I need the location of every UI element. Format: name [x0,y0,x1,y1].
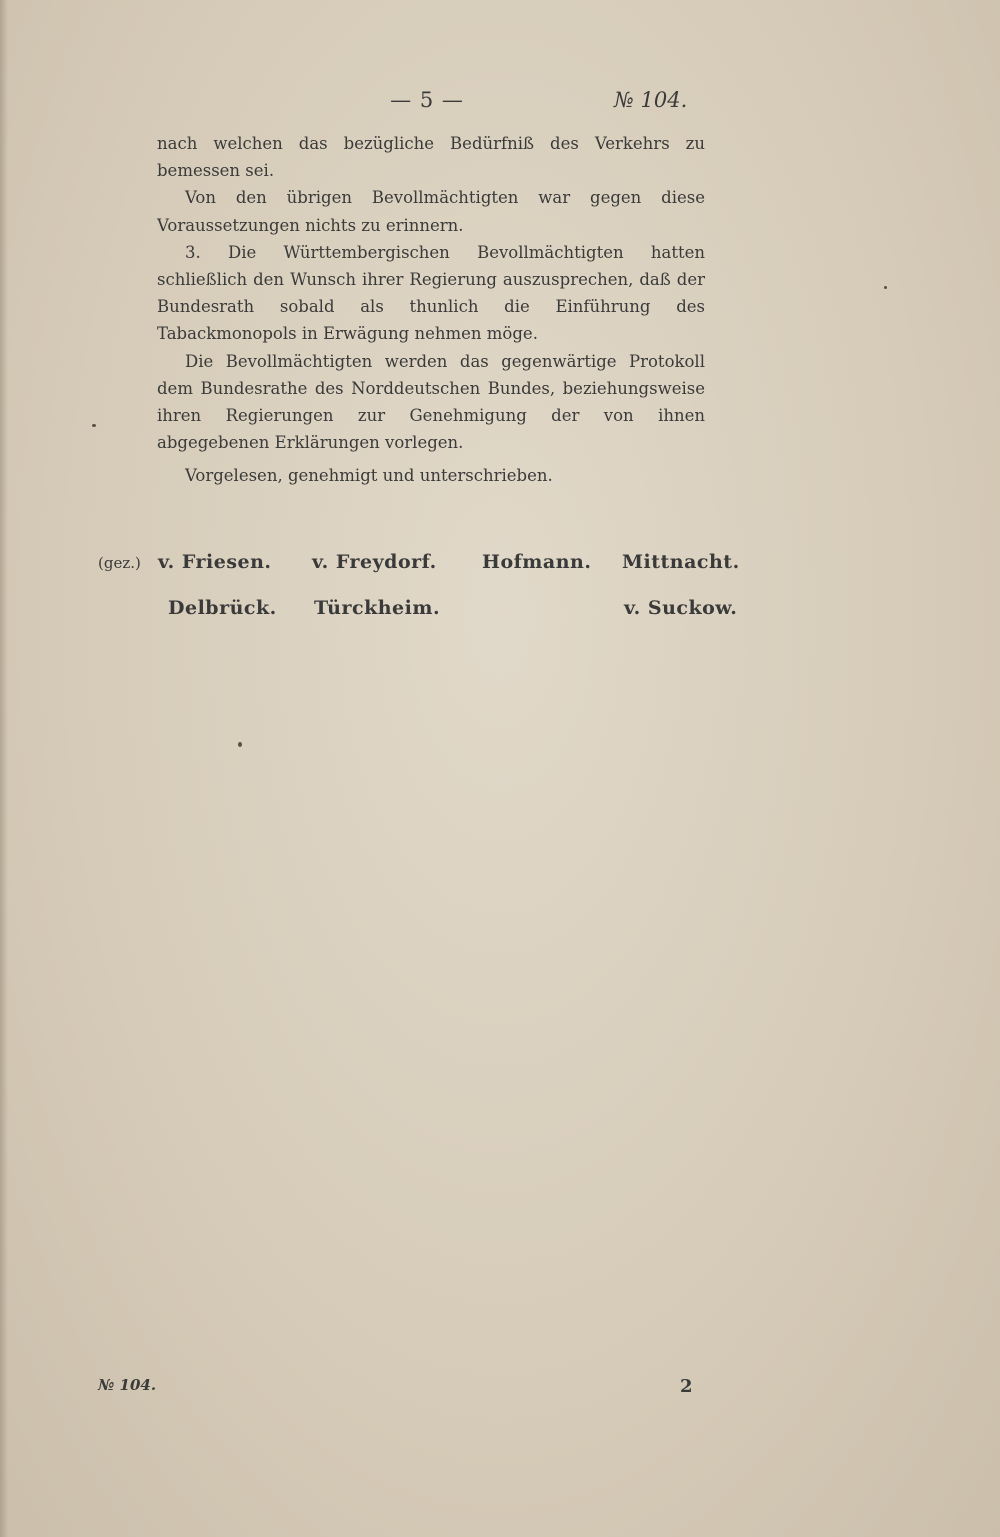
footer-sheet-number: 2 [680,1376,693,1397]
page-header [0,88,1000,118]
footer-document-number: № 104. [98,1376,157,1394]
signature-delbrueck: Delbrück. [168,597,277,619]
paragraph-closing: Vorgelesen, genehmigt und unterschrieben. [185,466,553,486]
signature-freydorf: v. Freydorf. [312,551,437,573]
signature-label: (gez.) [98,554,141,572]
signature-friesen: v. Friesen. [158,551,272,573]
paragraph-4: Die Bevollmächtigten werden das gegenwärtige Protokoll dem Bundesrathe des Norddeutschen Bundes, beziehungsweise ihren Regierungen zur Genehmigung der von ihnen abgegebenen Erklärungen vorlegen. [157,351,705,453]
document-number: № 104. [614,88,688,112]
paragraph-1: nach welchen das bezügliche Bedürfniß des Verkehrs zu bemessen sei. [157,134,705,181]
signature-tuerckheim: Türckheim. [314,597,441,619]
signature-mittnacht: Mittnacht. [622,551,740,573]
paper-speck [884,286,887,289]
paper-speck [92,424,96,427]
paragraph-3: 3. Die Württembergischen Bevollmächtigten hatten schließlich den Wunsch ihrer Regierung auszusprechen, daß der Bundesrath sobald als thunlich die Einführung des Tabackmonopols in Erwägung nehmen möge. [157,242,705,344]
paper-speck [238,742,242,747]
paragraph-2: Von den übrigen Bevollmächtigten war gegen diese Voraussetzungen nichts zu erinnern. [157,188,705,235]
signature-hofmann: Hofmann. [482,551,592,573]
body-text [157,130,705,490]
signature-suckow: v. Suckow. [624,597,738,619]
page-number: — 5 — [390,88,464,112]
page-edge-shadow [0,0,8,1537]
